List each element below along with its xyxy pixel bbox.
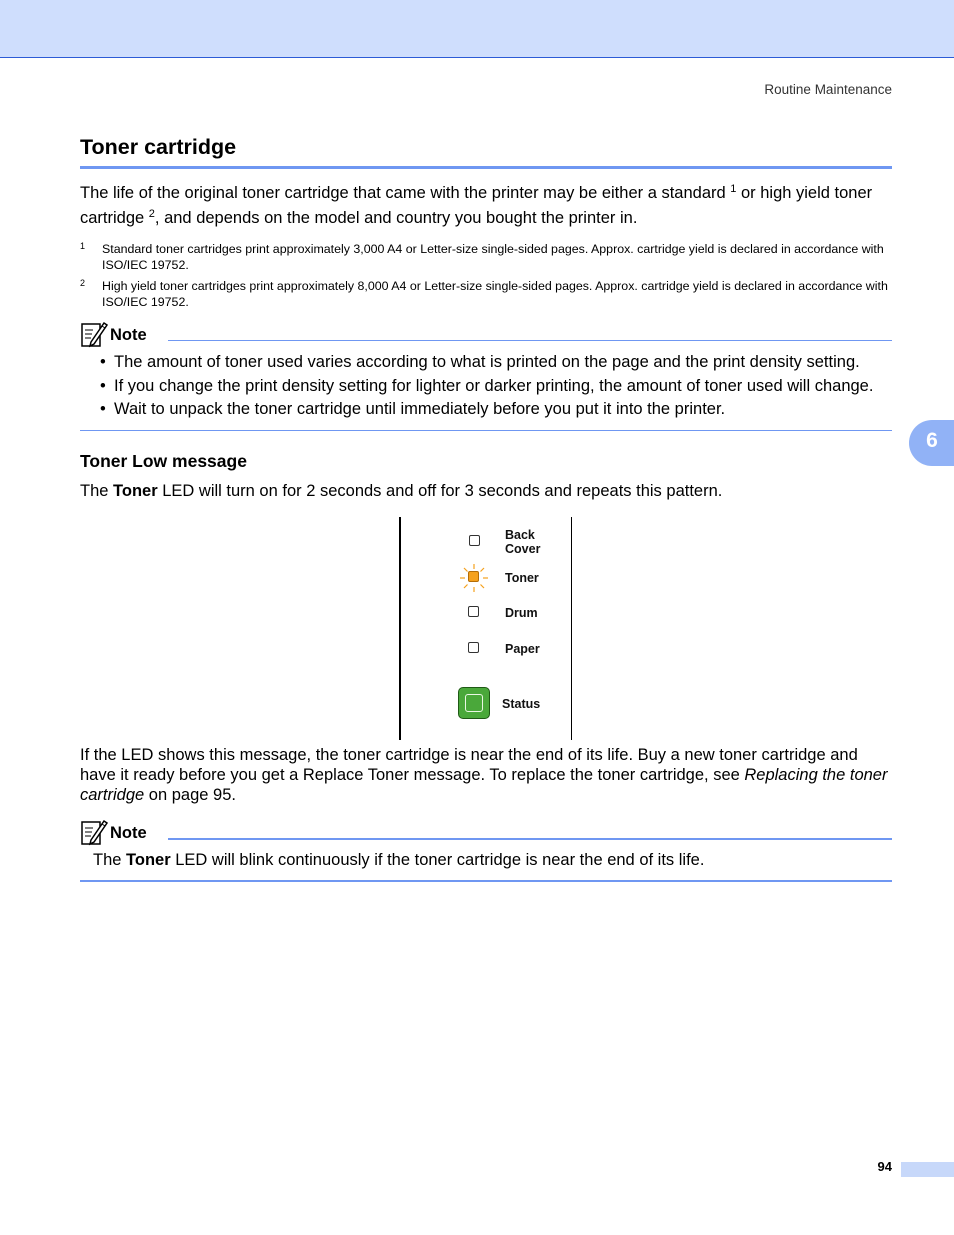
footnote-2 (80, 278, 892, 310)
list-item: • Wait to unpack the toner cartridge until immediately before you put it into the printer. (100, 398, 900, 422)
status-button (458, 687, 490, 719)
footnote-number: 2 (80, 278, 86, 288)
note-rule (168, 340, 892, 341)
status-label: Status (502, 697, 541, 711)
paper-label: Paper (505, 642, 540, 656)
note-label: Note (110, 824, 147, 842)
list-item: • If you change the print density setting for lighter or darker printing, the amount of toner used will change. (100, 375, 900, 399)
blink-text-post: LED will blink continuously if the toner cartridge is near the end of its life. (170, 851, 705, 869)
note-end-rule (80, 880, 892, 882)
footer-bar (901, 1162, 954, 1177)
led-text-pre: The (80, 482, 114, 500)
footnote-text: Standard toner cartridges print approximately 3,000 A4 or Letter-size single-sided pages. Approx. cartridge yield is declared in accordance with ISO/IEC 19752. (102, 242, 884, 272)
blink-text-pre: The (93, 851, 127, 869)
running-header: Routine Maintenance (764, 82, 892, 97)
near-end-text: If the LED shows this message, the toner cartridge is near the end of its life. Buy a new toner cartridge and have it ready before you get a Replace Toner message. To replace the toner cartridge, see (80, 746, 858, 784)
footnote-ref-1[interactable]: 1 (730, 183, 737, 195)
led-description (80, 479, 892, 504)
title-underline (80, 166, 892, 169)
chapter-tab (909, 420, 954, 466)
intro-text-3: , and depends on the model and country you bought the printer in. (154, 209, 638, 227)
page-number: 94 (877, 1159, 892, 1174)
footnote-text: High yield toner cartridges print approximately 8,000 A4 or Letter-size single-sided pages. Approx. cartridge yield is declared in accordance with ISO/IEC 19752. (102, 279, 888, 309)
paper-led (468, 642, 479, 653)
note-bullet-list (100, 351, 900, 422)
toner-led (468, 571, 479, 582)
note-pencil-icon (80, 320, 108, 348)
note-pencil-icon (80, 818, 108, 846)
section-title: Toner cartridge (80, 135, 237, 159)
note-header (80, 320, 892, 350)
drum-led (468, 606, 479, 617)
near-end-text-post: on page 95. (144, 786, 236, 804)
led-text-post: LED will turn on for 2 seconds and off for 3 seconds and repeats this pattern. (157, 482, 723, 500)
note-rule (168, 838, 892, 840)
intro-paragraph (80, 181, 892, 231)
note-end-rule (80, 430, 892, 431)
footnote-number: 1 (80, 241, 86, 251)
footnote-ref-2[interactable]: 2 (148, 208, 155, 220)
footnote-1 (80, 241, 892, 273)
blink-text-bold: Toner (126, 851, 171, 869)
note-label: Note (110, 326, 147, 344)
toner-label: Toner (505, 571, 539, 585)
header-band (0, 0, 954, 58)
back-cover-label: Back Cover (505, 528, 541, 556)
chapter-number: 6 (926, 429, 938, 452)
note-header (80, 818, 892, 848)
near-end-paragraph (80, 745, 892, 805)
drum-label: Drum (505, 606, 538, 620)
blink-note-text (93, 848, 905, 873)
led-text-bold: Toner (113, 482, 158, 500)
replacing-toner-link[interactable]: Replacing the toner cartridge (80, 766, 888, 804)
list-item: • The amount of toner used varies according to what is printed on the page and the print density setting. (100, 351, 900, 375)
led-panel-illustration (399, 517, 572, 740)
intro-text-1: The life of the original toner cartridge that came with the printer may be either a standard (80, 184, 731, 202)
intro-text-2: or high yield toner cartridge (80, 184, 873, 227)
back-cover-led (469, 535, 480, 546)
subsection-title: Toner Low message (80, 451, 247, 471)
